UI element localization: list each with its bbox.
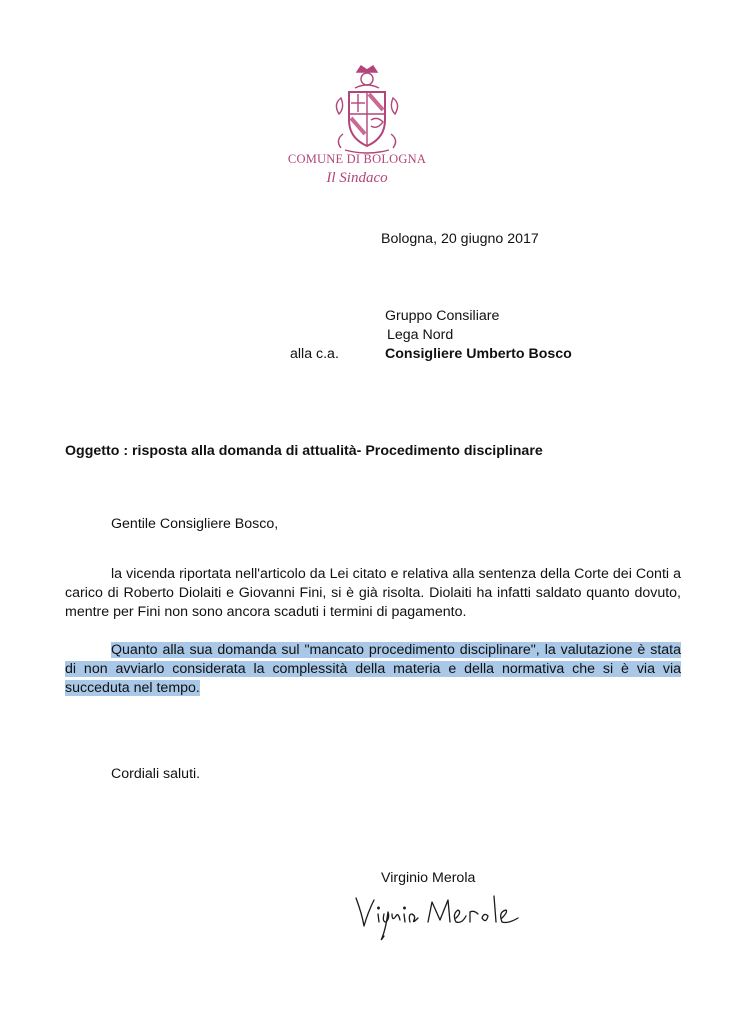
text-selection[interactable]: Quanto alla sua domanda sul "mancato procedimento disciplinare", la valutazione è stata di non avviarlo considerata la complessità della materia e della normativa che si è via via succeduta nel tempo. [65,642,681,696]
body-paragraph-2 [65,641,681,698]
body-paragraph-1: la vicenda riportata nell'articolo da Lei citato e relativa alla sentenza della Corte dei Conti a carico di Roberto Diolaiti e Giovanni Fini, si è già risolta. Diolaiti ha infatti saldato quanto dovuto, mentre per Fini non sono ancora scaduti i termini di pagamento. [65,566,681,620]
recipient-group: Gruppo Consiliare [385,308,500,324]
closing: Cordiali saluti. [111,766,201,782]
organization-name: COMUNE DI BOLOGNA [287,152,427,166]
recipient-name: Consigliere Umberto Bosco [385,346,572,362]
handwritten-signature [352,888,522,944]
subject-line: Oggetto : risposta alla domanda di attualità- Procedimento disciplinare [65,443,543,459]
signatory-name: Virginio Merola [381,870,476,886]
municipal-crest-logo [327,64,407,156]
recipient-party: Lega Nord [387,327,454,343]
date-line: Bologna, 20 giugno 2017 [381,231,539,247]
salutation: Gentile Consigliere Bosco, [111,516,279,532]
office-title: Il Sindaco [326,170,388,186]
attention-label: alla c.a. [290,346,339,362]
